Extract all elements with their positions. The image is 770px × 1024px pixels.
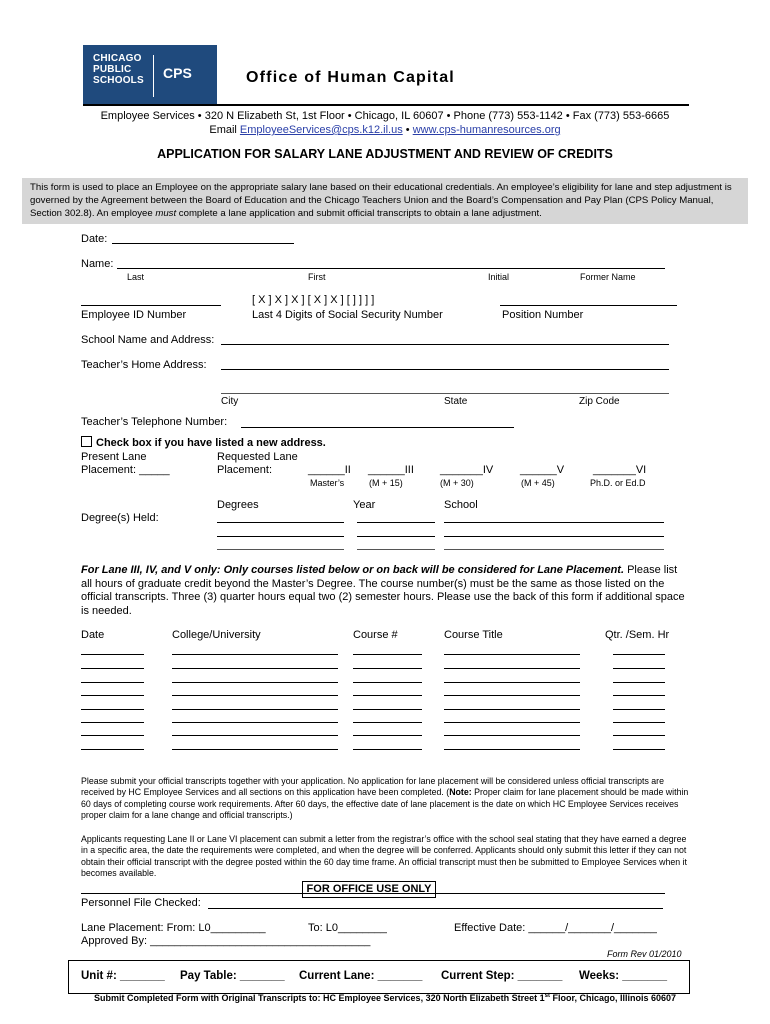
logo-abbrev: CPS [163,65,192,81]
email-line: Email EmployeeServices@cps.k12.il.us • www.cps-humanresources.org [209,124,561,136]
name-initial-sub: Initial [488,272,510,282]
school-field-2[interactable] [444,536,664,537]
footer-box [68,960,690,994]
current-step-field[interactable]: Current Step: _______ [441,970,563,982]
date-label: Date: [81,233,108,245]
table-cell[interactable] [353,654,422,655]
home-address-field[interactable] [221,369,669,370]
degree-field-1[interactable] [217,522,344,523]
degrees-header: Degrees [217,499,259,511]
school-address-field[interactable] [221,344,669,345]
phone-field[interactable] [241,427,514,428]
logo-text: CHICAGO PUBLIC SCHOOLS [93,53,144,86]
table-cell[interactable] [353,749,422,750]
table-cell[interactable] [353,722,422,723]
table-cell[interactable] [444,668,580,669]
courses-note: For Lane III, IV, and V only: Only courses listed below or on back will be considered for Lane Placement. Please list all hours of graduate credit beyond the Master’s Degree. The course number(s) must be the same as those listed on the official transcripts. Three (3) quarter hours equal two (2) semester hours. Please use the back of this form if additional space is needed. [81,564,685,617]
degree-field-2[interactable] [217,536,344,537]
table-row[interactable] [81,668,144,669]
table-cell[interactable] [613,668,665,669]
table-cell[interactable] [172,682,338,683]
table-cell[interactable] [353,709,422,710]
zip-sub: Zip Code [579,396,620,407]
year-field-1[interactable] [357,522,435,523]
table-cell[interactable] [613,654,665,655]
lane-iii-option[interactable]: ______III [368,464,414,476]
lane-ii-note: Master’s [310,478,345,488]
table-cell[interactable] [172,749,338,750]
year-field-2[interactable] [357,536,435,537]
table-row[interactable] [81,735,144,736]
personnel-file-field[interactable] [208,908,663,909]
form-title: APPLICATION FOR SALARY LANE ADJUSTMENT AND REVIEW OF CREDITS [157,147,613,161]
table-cell[interactable] [353,695,422,696]
name-first-sub: First [308,272,326,282]
form-revision: Form Rev 01/2010 [607,949,682,959]
lane-letter-note: Applicants requesting Lane II or Lane VI placement can submit a letter from the registrar’s office with the school seal stating that they have earned a degree in a specific area, the date the requirements were completed, and when the degree will be conferred. Applicants should only submit this letter if they can not obtain their official transcript with the degree posted within the 60 day time frame. An official transcript must then be submitted to Employee Services when it becomes available. [81,834,687,879]
table-cell[interactable] [172,668,338,669]
col-date: Date [81,629,105,641]
table-cell[interactable] [444,695,580,696]
table-row[interactable] [81,709,144,710]
table-cell[interactable] [444,722,580,723]
table-cell[interactable] [444,654,580,655]
table-row[interactable] [81,722,144,723]
lane-v-option[interactable]: ______V [520,464,565,476]
col-course-num: Course # [353,629,398,641]
table-cell[interactable] [444,709,580,710]
year-field-3[interactable] [357,549,435,550]
website-link[interactable]: www.cps-humanresources.org [412,124,561,136]
position-field[interactable] [500,305,677,306]
table-row[interactable] [81,749,144,750]
employee-id-label: Employee ID Number [81,309,187,321]
office-name: Office of Human Capital [246,69,455,86]
school-address-label: School Name and Address: [81,334,215,346]
table-cell[interactable] [172,695,338,696]
requested-lane-label-2: Placement: [217,464,273,476]
name-last-sub: Last [127,272,145,282]
table-cell[interactable] [353,668,422,669]
table-cell[interactable] [613,735,665,736]
pay-table-field[interactable]: Pay Table: _______ [180,970,285,982]
home-address-label: Teacher’s Home Address: [81,359,207,371]
personnel-file-label: Personnel File Checked: [81,897,201,909]
table-cell[interactable] [172,722,338,723]
table-row[interactable] [81,695,144,696]
checkbox-icon[interactable] [81,436,92,447]
requested-lane-label: Requested Lane [217,451,298,463]
city-sub: City [221,396,239,407]
school-field-3[interactable] [444,549,664,550]
table-cell[interactable] [353,682,422,683]
degrees-held-label: Degree(s) Held: [81,512,159,524]
table-row[interactable] [81,654,144,655]
effective-date[interactable]: Effective Date: ______/_______/_______ [454,922,657,934]
email-link[interactable]: EmployeeServices@cps.k12.il.us [239,124,403,136]
lane-ii-option[interactable]: ______II [308,464,351,476]
contact-line: Employee Services • 320 N Elizabeth St, 1st Floor • Chicago, IL 60607 • Phone (773) 553-1142 • Fax (773) 553-6665 [100,110,670,122]
lane-v-note: (M + 45) [521,478,555,488]
ssn-mask[interactable]: [ X ] X ] X ] [ X ] X ] [ ] ] ] ] [252,294,375,306]
lane-iv-option[interactable]: _______IV [440,464,494,476]
submit-note: Please submit your official transcripts together with your application. No application for lane placement will be considered unless official transcripts are received by HC Employee Services and all sections on this application have been completed. (Note: Proper claim for lane placement should be made within 60 days of completing course work requirements. After 60 days, the effective date of lane placement is the date on which HC Employee Services receives proper claim for a lane change and official transcripts.) [81,776,689,821]
name-former-sub: Former Name [580,272,636,282]
table-cell[interactable] [613,695,665,696]
table-cell[interactable] [444,682,580,683]
name-field[interactable] [117,268,665,269]
approved-by[interactable]: Approved By: ____________________________________ [81,935,371,947]
new-address-check[interactable]: Check box if you have listed a new address. [81,436,326,449]
col-college: College/University [172,629,261,641]
lane-iv-note: (M + 30) [440,478,474,488]
table-row[interactable] [81,682,144,683]
table-cell[interactable] [613,682,665,683]
table-cell[interactable] [444,749,580,750]
year-header: Year [353,499,376,511]
submit-address: Submit Completed Form with Original Transcripts to: HC Employee Services, 320 North Elizabeth Street 1st Floor, Chicago, Illinois 60607 [94,993,676,1003]
lane-vi-note: Ph.D. or Ed.D [590,478,646,488]
school-field-1[interactable] [444,522,664,523]
table-cell[interactable] [172,654,338,655]
lane-iii-note: (M + 15) [369,478,403,488]
table-cell[interactable] [172,735,338,736]
current-lane-field[interactable]: Current Lane: _______ [299,970,423,982]
table-cell[interactable] [353,735,422,736]
phone-label: Teacher’s Telephone Number: [81,416,228,428]
date-field[interactable] [112,243,294,244]
present-lane-label: Present Lane [81,451,147,463]
city-state-zip-field[interactable] [221,393,669,394]
ssn-label: Last 4 Digits of Social Security Number [252,309,443,321]
position-label: Position Number [502,309,584,321]
lane-vi-option[interactable]: _______VI [593,464,647,476]
table-cell[interactable] [444,735,580,736]
col-hours: Qtr. /Sem. Hr [605,629,670,641]
lane-placement-to[interactable]: To: L0________ [308,922,387,934]
name-label: Name: [81,258,114,270]
col-course-title: Course Title [444,629,503,641]
school-header: School [444,499,478,511]
table-cell[interactable] [613,749,665,750]
intro-paragraph: This form is used to place an Employee on the appropriate salary lane based on their educational credentials. An employee’s eligibility for lane and step adjustment is governed by the Agreement between the Board of Education and the Chicago Teachers Union and the Board’s Compensation and Pay Plan (CPS Policy Manual, Section 302.8). An employee must complete a lane application and submit official transcripts to obtain a lane adjustment. [22,178,748,224]
degree-field-3[interactable] [217,549,344,550]
table-cell[interactable] [172,709,338,710]
lane-placement-from[interactable]: Lane Placement: From: L0_________ [81,922,266,934]
table-cell[interactable] [613,722,665,723]
unit-field[interactable]: Unit #: _______ [81,970,165,982]
cps-logo [83,45,217,105]
state-sub: State [444,396,468,407]
employee-id-field[interactable] [81,305,221,306]
present-lane-field[interactable]: Placement: _____ [81,464,170,476]
weeks-field[interactable]: Weeks: _______ [579,970,668,982]
office-use-title: FOR OFFICE USE ONLY [302,881,436,898]
table-cell[interactable] [613,709,665,710]
